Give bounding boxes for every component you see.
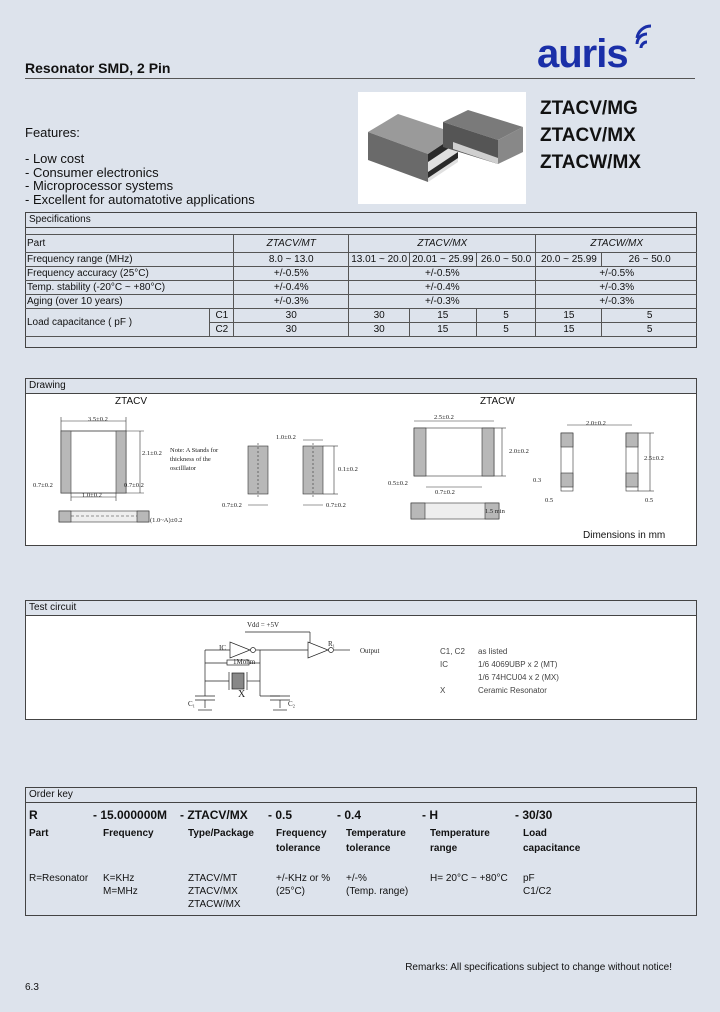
- cell: +/-0.3%: [536, 281, 697, 295]
- order-header: Frequency: [103, 828, 154, 839]
- cell: 30: [234, 309, 349, 323]
- order-value: K=KHz M=MHz: [103, 873, 138, 897]
- circuit-legend: [440, 645, 559, 697]
- circuit-schematic: [180, 618, 380, 718]
- feature-item: - Excellent for automatotive applications: [25, 191, 255, 207]
- row-label: Load capacitance ( pF ): [25, 309, 210, 337]
- cell: 15: [410, 323, 476, 337]
- feature-item: - Consumer electronics: [25, 164, 159, 180]
- cell: 5: [476, 309, 536, 323]
- cell: 5: [602, 323, 697, 337]
- features-list: [25, 152, 255, 206]
- legend-value: Ceramic Resonator: [478, 686, 547, 695]
- c2-label: C2: [210, 323, 234, 337]
- row-label: Frequency accuracy (25°C): [25, 267, 234, 281]
- order-value: +/-KHz or % (25°C): [276, 873, 331, 897]
- model-list: [540, 95, 641, 176]
- dim-label: 0.7±0.2: [222, 502, 242, 509]
- output-label: Output: [360, 647, 380, 655]
- order-header: Temperature range: [430, 828, 490, 854]
- dim-label: 2.0±0.2: [509, 448, 529, 455]
- legend-key: IC: [440, 660, 448, 669]
- dim-label: 0.7±0.2: [435, 489, 455, 496]
- signal-icon: [633, 22, 667, 52]
- dimension-drawing: [26, 393, 694, 543]
- cell: +/-0.5%: [234, 267, 349, 281]
- dim-label: 0.1±0.2: [338, 466, 358, 473]
- order-code: - H: [422, 808, 438, 822]
- order-header: Temperature tolerance: [346, 828, 406, 854]
- cell: +/-0.5%: [349, 267, 536, 281]
- model-name: ZTACV/MG: [540, 98, 638, 119]
- cell: +/-0.4%: [349, 281, 536, 295]
- brand-logo: auris: [537, 32, 628, 76]
- order-code: R: [29, 808, 38, 822]
- order-code: - 30/30: [515, 808, 553, 822]
- dim-label: 0.5±0.2: [388, 480, 408, 487]
- dim-label: 3.5±0.2: [88, 416, 108, 423]
- section-label: Specifications: [26, 213, 696, 228]
- part-label: Part: [25, 235, 234, 253]
- dim-label: 0.7±0.2: [33, 482, 53, 489]
- cell: 15: [410, 309, 476, 323]
- feature-item: - Microprocessor systems: [25, 178, 174, 193]
- ic-label: IC: [219, 644, 226, 652]
- c1-label: C1: [210, 309, 234, 323]
- cell: 5: [602, 309, 697, 323]
- rf-label: 1Mohm: [233, 658, 256, 666]
- header-rule: [25, 78, 695, 79]
- dim-label: 0.7±0.2: [124, 482, 144, 489]
- order-code: - ZTACV/MX: [180, 808, 248, 822]
- dim-label: 0.5: [545, 497, 554, 504]
- cell: +/-0.4%: [234, 281, 349, 295]
- cell: 20.0 ~ 25.99: [536, 253, 602, 267]
- feature-item: - Low cost: [25, 151, 85, 166]
- dim-label: 0.5: [645, 497, 654, 504]
- drawing-ztacv-title: ZTACV: [115, 396, 148, 407]
- cell: +/-0.3%: [536, 295, 697, 309]
- vdd-label: Vdd = +5V: [247, 621, 280, 629]
- cell: +/-0.5%: [536, 267, 697, 281]
- order-value: H= 20°C ~ +80°C: [430, 873, 508, 884]
- order-code: - 15.000000M: [93, 808, 168, 822]
- section-label: Test circuit: [26, 601, 696, 616]
- row-label: Temp. stability (-20°C ~ +80°C): [25, 281, 234, 295]
- model-name: ZTACV/MX: [540, 125, 636, 146]
- dim-label: (1.0~A)±0.2: [150, 517, 183, 524]
- cell: +/-0.3%: [234, 295, 349, 309]
- cell: 26.0 ~ 50.0: [476, 253, 536, 267]
- legend-key: X: [440, 686, 446, 695]
- cell: 15: [536, 309, 602, 323]
- dim-label: 1.5 min: [485, 508, 505, 515]
- group-header: ZTACV/MT: [234, 235, 349, 253]
- cell: 13.01 ~ 20.0: [349, 253, 410, 267]
- cell: 5: [476, 323, 536, 337]
- cell: 26 ~ 50.0: [602, 253, 697, 267]
- legend-value: 1/6 74HCU04 x 2 (MX): [478, 673, 559, 682]
- model-name: ZTACW/MX: [540, 152, 641, 173]
- order-value: ZTACV/MT ZTACV/MX ZTACW/MX: [188, 873, 241, 910]
- legend-key: C1, C2: [440, 647, 465, 656]
- drawing-ztacw-title: ZTACW: [480, 396, 515, 407]
- r1-label: R₁: [328, 640, 336, 648]
- order-header: Type/Package: [188, 828, 254, 839]
- group-header: ZTACW/MX: [536, 235, 697, 253]
- remarks: Remarks: All specifications subject to change without notice!: [405, 962, 672, 973]
- cell: 15: [536, 323, 602, 337]
- cell: 20.01 ~ 25.99: [410, 253, 476, 267]
- cell: 8.0 ~ 13.0: [234, 253, 349, 267]
- dimensions-unit: Dimensions in mm: [583, 530, 666, 541]
- order-code: - 0.4: [337, 808, 362, 822]
- x-label: X: [238, 689, 246, 700]
- section-label: Order key: [26, 788, 696, 803]
- order-value: pF C1/C2: [523, 873, 552, 897]
- order-header: Part: [29, 828, 49, 839]
- dim-label: 0.7±0.2: [326, 502, 346, 509]
- legend-value: as listed: [478, 647, 508, 656]
- cell: +/-0.3%: [349, 295, 536, 309]
- c1-label: C₁: [188, 700, 196, 708]
- row-label: Aging (over 10 years): [25, 295, 234, 309]
- dim-label: 1.0±0.2: [276, 434, 296, 441]
- dim-label: 2.5±0.2: [644, 455, 664, 462]
- order-value: R=Resonator: [29, 873, 89, 884]
- spec-table: [25, 234, 697, 337]
- features-heading: Features:: [25, 125, 80, 140]
- product-photo: [358, 92, 526, 204]
- page-number: 6.3: [25, 982, 39, 993]
- dim-label: 1.0±0.2: [82, 492, 102, 499]
- cell: 30: [349, 323, 410, 337]
- dim-label: 2.5±0.2: [434, 414, 454, 421]
- order-code: - 0.5: [268, 808, 293, 822]
- order-value: +/-% (Temp. range): [346, 873, 409, 897]
- legend-value: 1/6 4069UBP x 2 (MT): [478, 660, 558, 669]
- cell: 30: [234, 323, 349, 337]
- order-header: Frequency tolerance: [276, 828, 327, 854]
- c2-label: C₂: [288, 700, 296, 708]
- dim-label: 0.3: [533, 477, 542, 484]
- group-header: ZTACV/MX: [349, 235, 536, 253]
- section-label: Drawing: [26, 379, 696, 394]
- row-label: Frequency range (MHz): [25, 253, 234, 267]
- cell: 30: [349, 309, 410, 323]
- dim-label: 2.0±0.2: [586, 420, 606, 427]
- dim-label: 2.1±0.2: [142, 450, 162, 457]
- order-header: Load capacitance: [523, 828, 581, 854]
- drawing-note: Note: A Stands for thickness of the oscilllator: [170, 447, 219, 472]
- page-title: Resonator SMD, 2 Pin: [25, 60, 171, 76]
